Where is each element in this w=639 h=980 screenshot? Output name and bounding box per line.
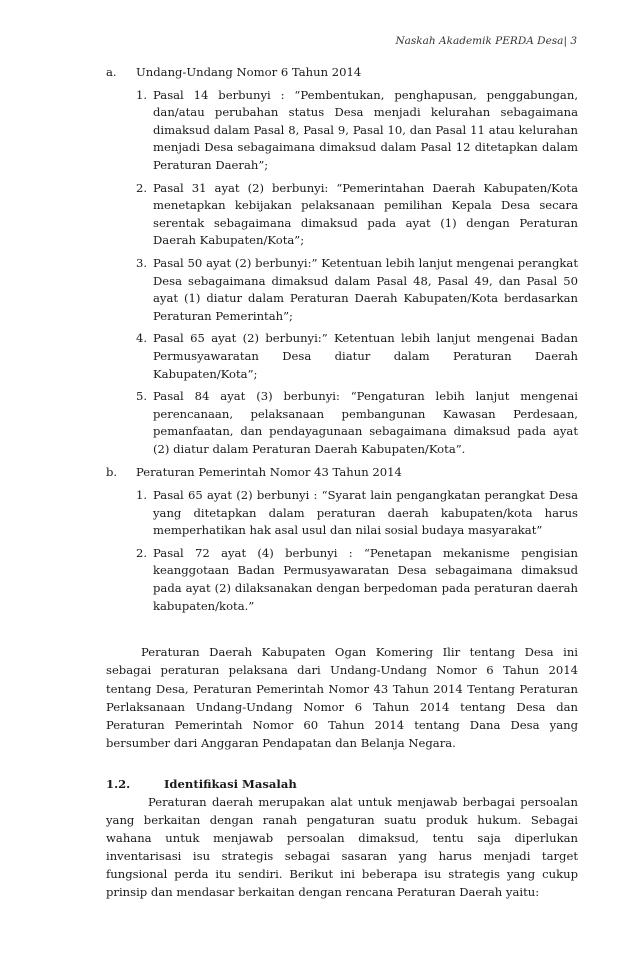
- list-item: [136, 255, 578, 325]
- list-item: [136, 330, 578, 383]
- body-paragraph: Peraturan daerah merupakan alat untuk menjawab berbagai persoalan yang berkaitan dengan ranah pengaturan suatu produk hukum. Sebagai wahana untuk menjawab persoalan dimaksud, tentu saja diperlukan inventarisasi isu strategis sebagai sasaran yang harus menjadi target fungsional perda itu sendiri. Berikut ini beberapa isu strategis yang cukup prinsip dan mendasar berkaitan dengan rencana Peraturan Daerah yaitu:: [106, 795, 578, 899]
- list-item-number: 2.: [136, 545, 148, 560]
- section-letter: b.: [106, 465, 118, 480]
- heading-number: 1.2.: [106, 777, 131, 792]
- list-item: [136, 545, 578, 615]
- list-item: [136, 180, 578, 250]
- section-title: Peraturan Pemerintah Nomor 43 Tahun 2014: [136, 465, 402, 480]
- page-content: [106, 58, 578, 913]
- section-b-list: [136, 487, 578, 615]
- list-item-text: Pasal 84 ayat (3) berbunyi: “Pengaturan lebih lanjut mengenai perencanaan, pelaksanaan pembangunan Kawasan Perdesaan, pemanfaatan, dan pendayagunaan sebagaimana dimaksud pada ayat (2) diatur dalam Peraturan Daerah Kabupaten/Kota”.: [153, 389, 578, 456]
- heading-title: Identifikasi Masalah: [164, 777, 297, 792]
- section-a-list: [136, 87, 578, 459]
- list-item-text: Pasal 50 ayat (2) berbunyi:” Ketentuan lebih lanjut mengenai perangkat Desa sebagaimana dimaksud dalam Pasal 48, Pasal 49, dan Pasal 50 ayat (1) diatur dalam Peraturan Daerah Kabupaten/Kota berdasarkan Peraturan Pemerintah”;: [153, 255, 578, 323]
- list-item-text: Pasal 65 ayat (2) berbunyi:” Ketentuan lebih lanjut mengenai Badan Permusyawaratan Desa diatur dalam Peraturan Daerah Kabupaten/Kota”;: [153, 331, 578, 381]
- section-heading: [106, 776, 578, 794]
- section-b-heading: [106, 464, 578, 482]
- list-item-number: 3.: [136, 255, 148, 270]
- section-title: Undang-Undang Nomor 6 Tahun 2014: [136, 65, 362, 79]
- body-paragraph: Peraturan Daerah Kabupaten Ogan Komering Ilir tentang Desa ini sebagai peraturan pelaksana dari Undang-Undang Nomor 6 Tahun 2014 tentang Desa, Peraturan Pemerintah Nomor 43 Tahun 2014 Tentang Peraturan Perlaksanaan Undang-Undang Nomor 6 Tahun 2014 tentang Desa dan Peraturan Pemerintah Nomor 60 Tahun 2014 tentang Dana Desa yang bersumber dari Anggaran Pendapatan dan Belanja Negara.: [106, 645, 578, 751]
- list-item-number: 1.: [136, 87, 148, 102]
- list-item-text: Pasal 65 ayat (2) berbunyi : “Syarat lain pengangkatan perangkat Desa yang ditetapkan dalam peraturan daerah kabupaten/kota harus memperhatikan hak asal usul dan nilai sosial budaya masyarakat”: [153, 488, 578, 538]
- list-item: [136, 87, 578, 175]
- list-item-number: 4.: [136, 331, 148, 346]
- list-item-number: 1.: [136, 488, 148, 503]
- running-header: Naskah Akademik PERDA Desa| 3: [395, 35, 577, 47]
- list-item: [136, 388, 578, 458]
- list-item-number: 5.: [136, 389, 148, 404]
- list-item-text: Pasal 72 ayat (4) berbunyi : “Penetapan mekanisme pengisian keanggotaan Badan Permusyawaratan Desa sebagaimana dimaksud pada ayat (2) dilaksanakan dengan berpedoman pada peraturan daerah kabupaten/kota.”: [153, 545, 578, 613]
- section-letter: a.: [106, 65, 117, 79]
- section-a-heading: [106, 64, 578, 82]
- list-item-text: Pasal 14 berbunyi : “Pembentukan, penghapusan, penggabungan, dan/atau perubahan status Desa menjadi kelurahan sebagaimana dimaksud dalam Pasal 8, Pasal 9, Pasal 10, dan Pasal 11 atau kelurahan menjadi Desa sebagaimana dimaksud dalam Pasal 12 ditetapkan dalam Peraturan Daerah”;: [153, 87, 578, 172]
- list-item-text: Pasal 31 ayat (2) berbunyi: “Pemerintahan Daerah Kabupaten/Kota menetapkan kebijakan pelaksanaan pemilihan Kepala Desa secara serentak sebagaimana dimaksud pada ayat (1) dengan Peraturan Daerah Kabupaten/Kota”;: [153, 180, 578, 248]
- list-item: [136, 487, 578, 540]
- list-item-number: 2.: [136, 180, 148, 195]
